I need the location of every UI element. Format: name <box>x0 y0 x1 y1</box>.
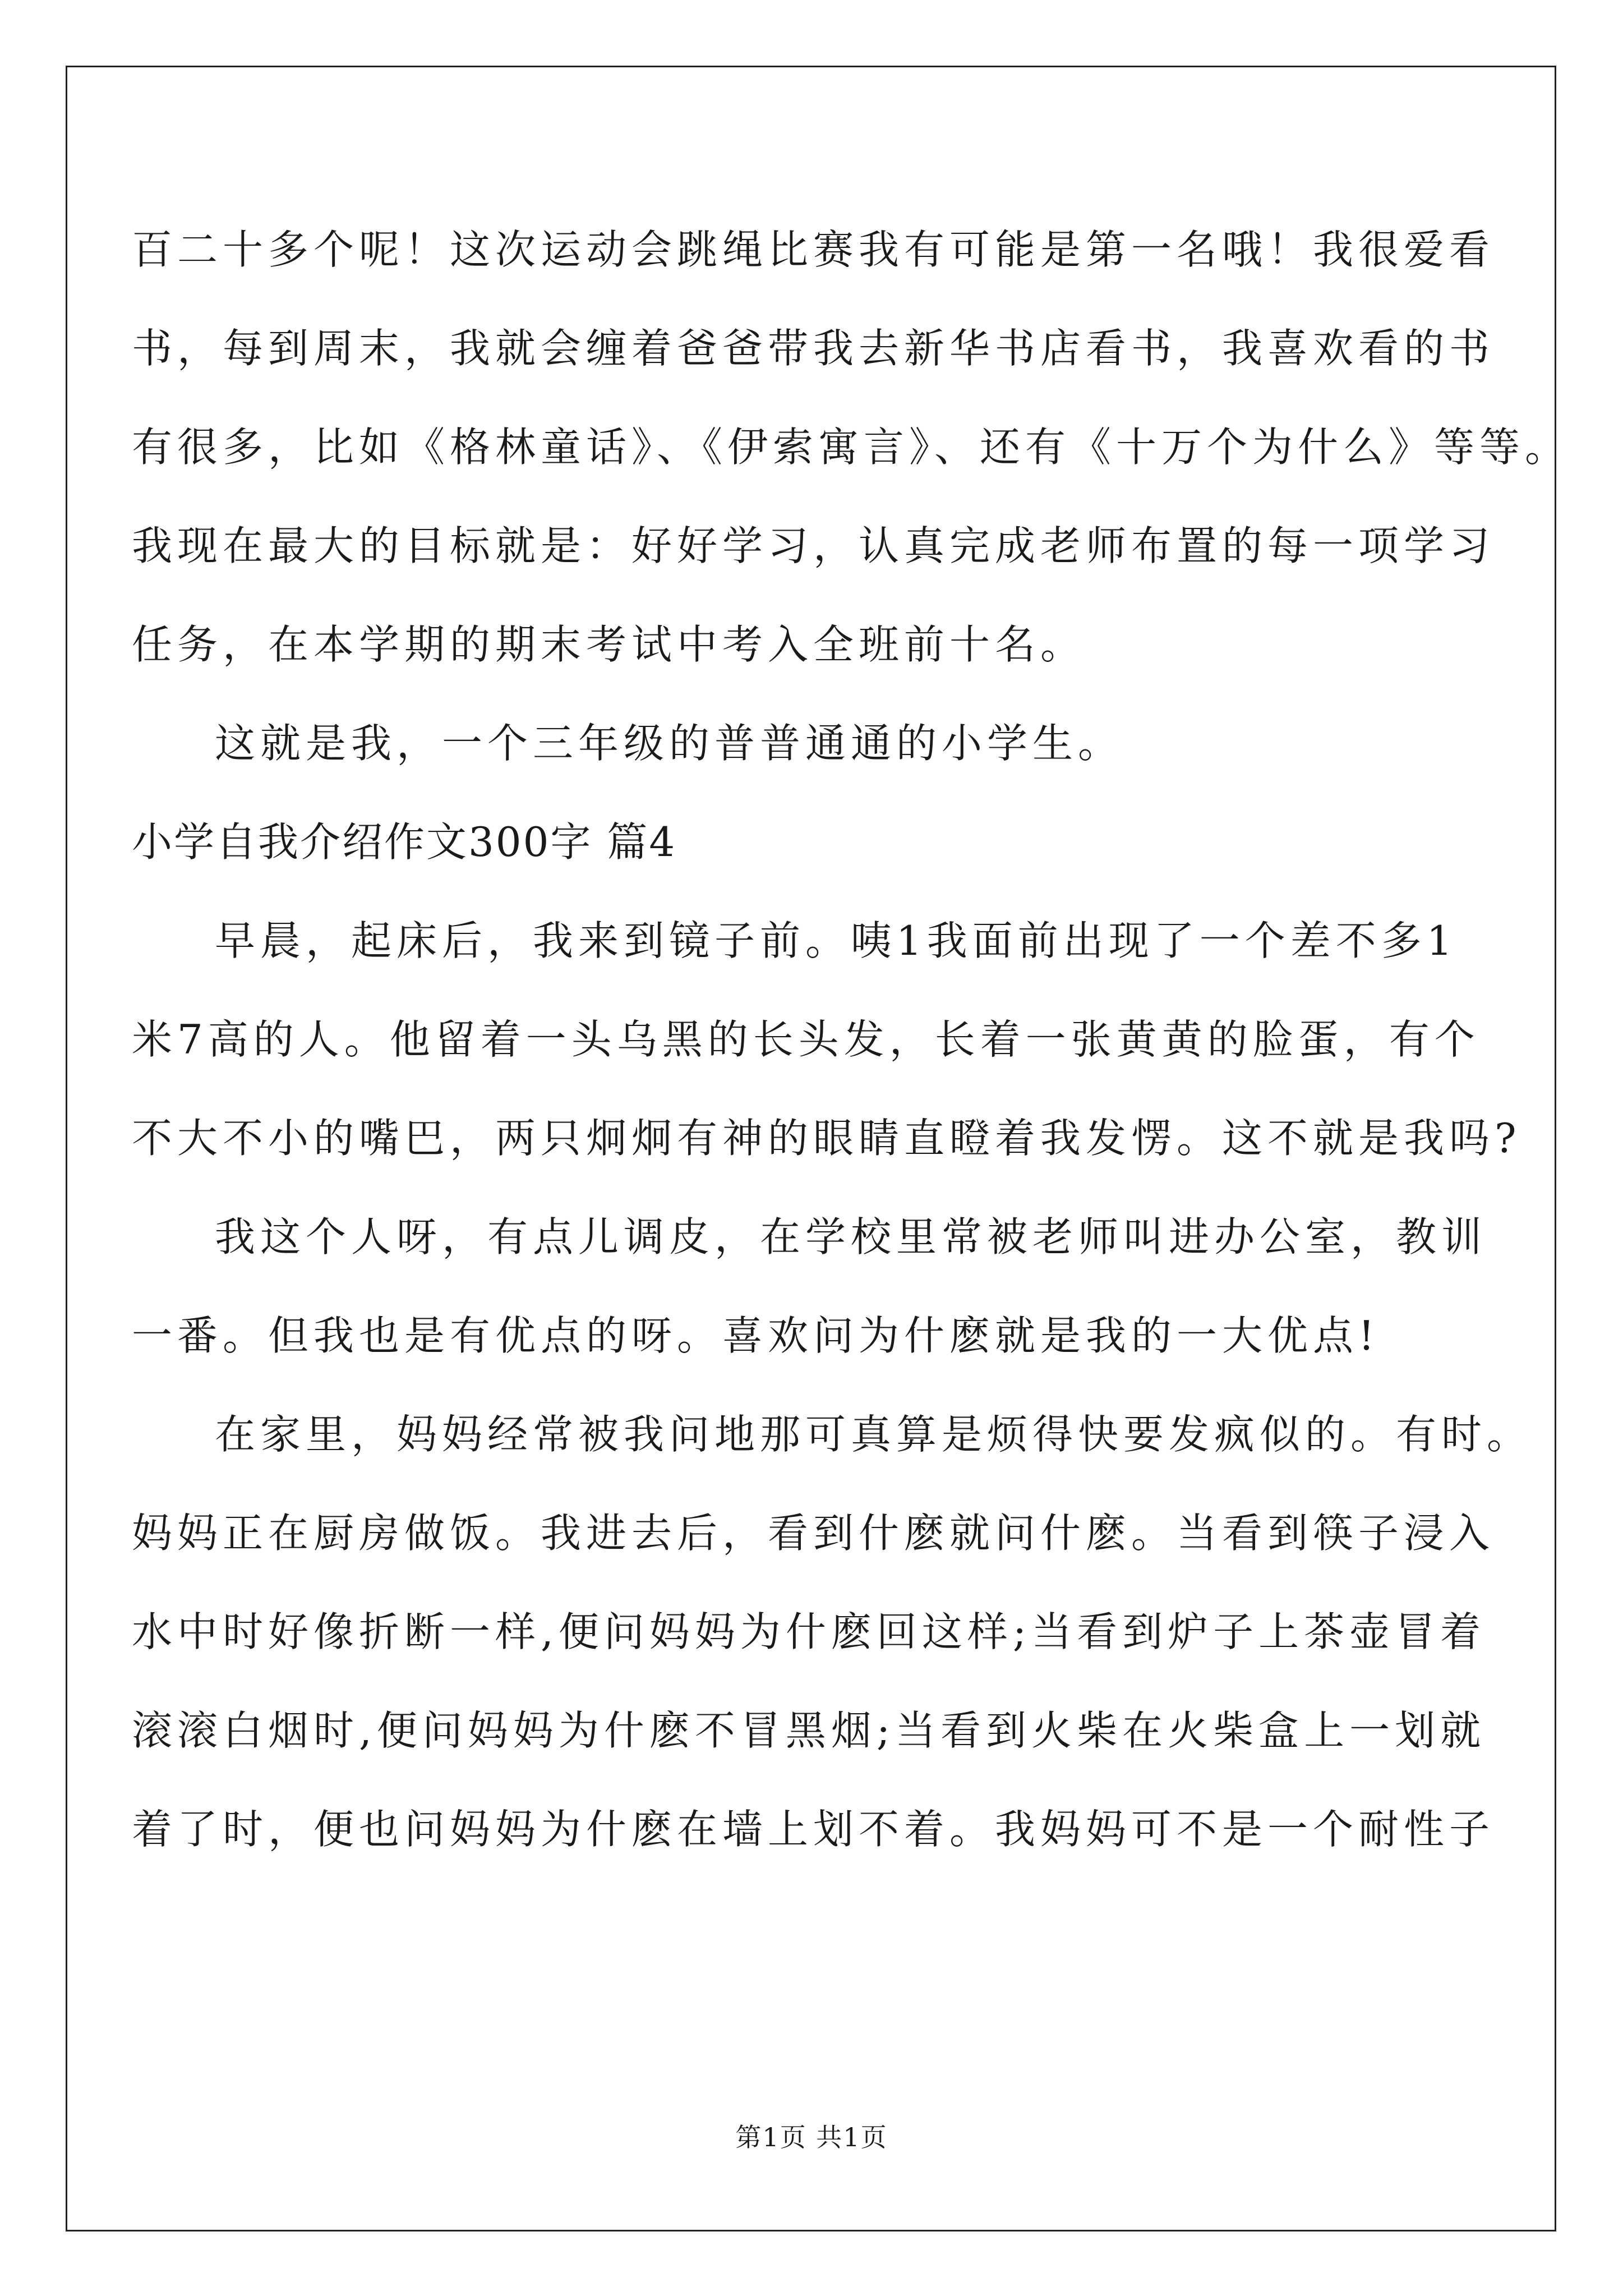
text-line: 我现在最大的目标就是：好好学习，认真完成老师布置的每一项学习 <box>132 522 1495 569</box>
text-line: 任务，在本学期的期末考试中考入全班前十名。 <box>132 621 1086 668</box>
text-line: 有很多，比如《格林童话》、《伊索寓言》、还有《十万个为什么》等等。 <box>132 424 1571 471</box>
text-line: 一番。但我也是有优点的呀。喜欢问为什麽就是我的一大优点! <box>132 1312 1380 1359</box>
text-line: 水中时好像折断一样,便问妈妈为什麽回这样;当看到炉子上茶壶冒着 <box>132 1608 1486 1655</box>
text-line: 妈妈正在厨房做饭。我进去后，看到什麽就问什麽。当看到筷子浸入 <box>132 1510 1495 1557</box>
paragraph-first-line: 我这个人呀，有点儿调皮，在学校里常被老师叫进办公室，教训 <box>215 1213 1487 1260</box>
text-line: 米7高的人。他留着一头乌黑的长头发，长着一张黄黄的脸蛋，有个 <box>132 1016 1480 1063</box>
page-footer: 第1页 共1页 <box>735 2122 888 2152</box>
text-line: 着了时，便也问妈妈为什麽在墙上划不着。我妈妈可不是一个耐性子 <box>132 1806 1495 1853</box>
paragraph-first-line: 在家里，妈妈经常被我问地那可真算是烦得快要发疯似的。有时。 <box>215 1411 1533 1458</box>
text-line: 不大不小的嘴巴，两只炯炯有神的眼睛直瞪着我发愣。这不就是我吗? <box>132 1115 1521 1162</box>
paragraph-first-line: 这就是我，一个三年级的普普通通的小学生。 <box>215 720 1124 767</box>
section-heading: 小学自我介绍作文300字 篇4 <box>132 818 677 866</box>
paragraph-first-line: 早晨，起床后，我来到镜子前。咦1我面前出现了一个差不多1 <box>215 917 1458 964</box>
text-line: 百二十多个呢！这次运动会跳绳比赛我有可能是第一名哦！我很爱看 <box>132 226 1495 273</box>
text-line: 滚滚白烟时,便问妈妈为什麽不冒黑烟;当看到火柴在火柴盒上一划就 <box>132 1707 1486 1754</box>
text-line: 书，每到周末，我就会缠着爸爸带我去新华书店看书，我喜欢看的书 <box>132 325 1495 372</box>
